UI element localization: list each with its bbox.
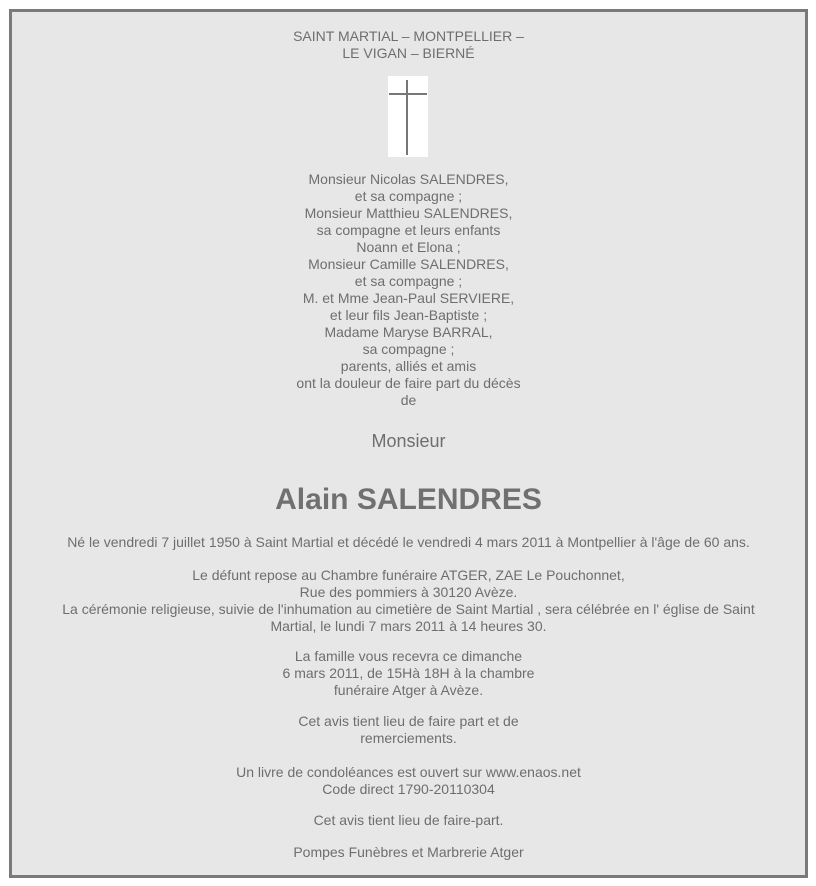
family-line: Monsieur Camille SALENDRES, — [308, 256, 509, 272]
family-visit — [12, 648, 805, 699]
notice-line: remerciements. — [360, 730, 457, 746]
header-line: SAINT MARTIAL – MONTPELLIER – — [293, 28, 524, 44]
obituary-frame — [9, 9, 808, 878]
location-header — [12, 28, 805, 62]
visit-line: La famille vous recevra ce dimanche — [294, 648, 523, 664]
family-line: et sa compagne ; — [354, 273, 463, 289]
cross-vertical-bar — [406, 80, 408, 155]
ceremony-text: La cérémonie religieuse, suivie de l'inhumation au cimetière de Saint Martial , sera célébrée en l' église de Saint Martial, le lundi 7 mars 2011 à 14 heures 30. — [62, 601, 755, 634]
family-line: et sa compagne ; — [354, 188, 463, 204]
cross-icon — [388, 76, 428, 157]
family-line: de — [400, 392, 417, 408]
visit-line: funéraire Atger à Avèze. — [333, 682, 484, 698]
funeral-home: Pompes Funèbres et Marbrerie Atger — [293, 844, 524, 860]
family-line: Monsieur Matthieu SALENDRES, — [304, 205, 513, 221]
family-line: sa compagne ; — [362, 341, 455, 357]
rest-location-line: Le défunt repose au Chambre funéraire ATGER, ZAE Le Pouchonnet, — [192, 567, 625, 583]
family-line: ont la douleur de faire part du décès — [296, 375, 521, 391]
notice-line: Cet avis tient lieu de faire part et de — [298, 713, 519, 729]
deceased-title: Monsieur — [371, 431, 446, 451]
family-line: et leur fils Jean-Baptiste ; — [329, 307, 488, 323]
rest-address-line: Rue des pommiers à 30120 Avèze. — [299, 584, 518, 600]
cross-horizontal-bar — [389, 93, 427, 95]
deceased-name: Alain SALENDRES — [275, 483, 542, 516]
birth-death-info: Né le vendredi 7 juillet 1950 à Saint Martial et décédé le vendredi 4 mars 2011 à Montpellier à l'âge de 60 ans. — [67, 534, 750, 550]
thanks-notice — [12, 713, 805, 747]
family-line: Madame Maryse BARRAL, — [324, 324, 493, 340]
header-line: LE VIGAN – BIERNÉ — [342, 45, 475, 61]
family-line: Noann et Elona ; — [356, 239, 461, 255]
family-line: parents, alliés et amis — [340, 358, 477, 374]
condolences-line: Un livre de condoléances est ouvert sur www.enaos.net — [236, 764, 581, 780]
condolences-info — [12, 764, 805, 798]
family-line: Monsieur Nicolas SALENDRES, — [308, 171, 509, 187]
family-line: M. et Mme Jean-Paul SERVIERE, — [302, 290, 515, 306]
condolences-code: Code direct 1790-20110304 — [322, 781, 495, 797]
family-list — [12, 171, 805, 409]
visit-line: 6 mars 2011, de 15Hà 18H à la chambre — [282, 665, 535, 681]
faire-part-notice: Cet avis tient lieu de faire-part. — [313, 812, 504, 828]
rest-and-ceremony — [12, 567, 805, 635]
family-line: sa compagne et leurs enfants — [316, 222, 501, 238]
